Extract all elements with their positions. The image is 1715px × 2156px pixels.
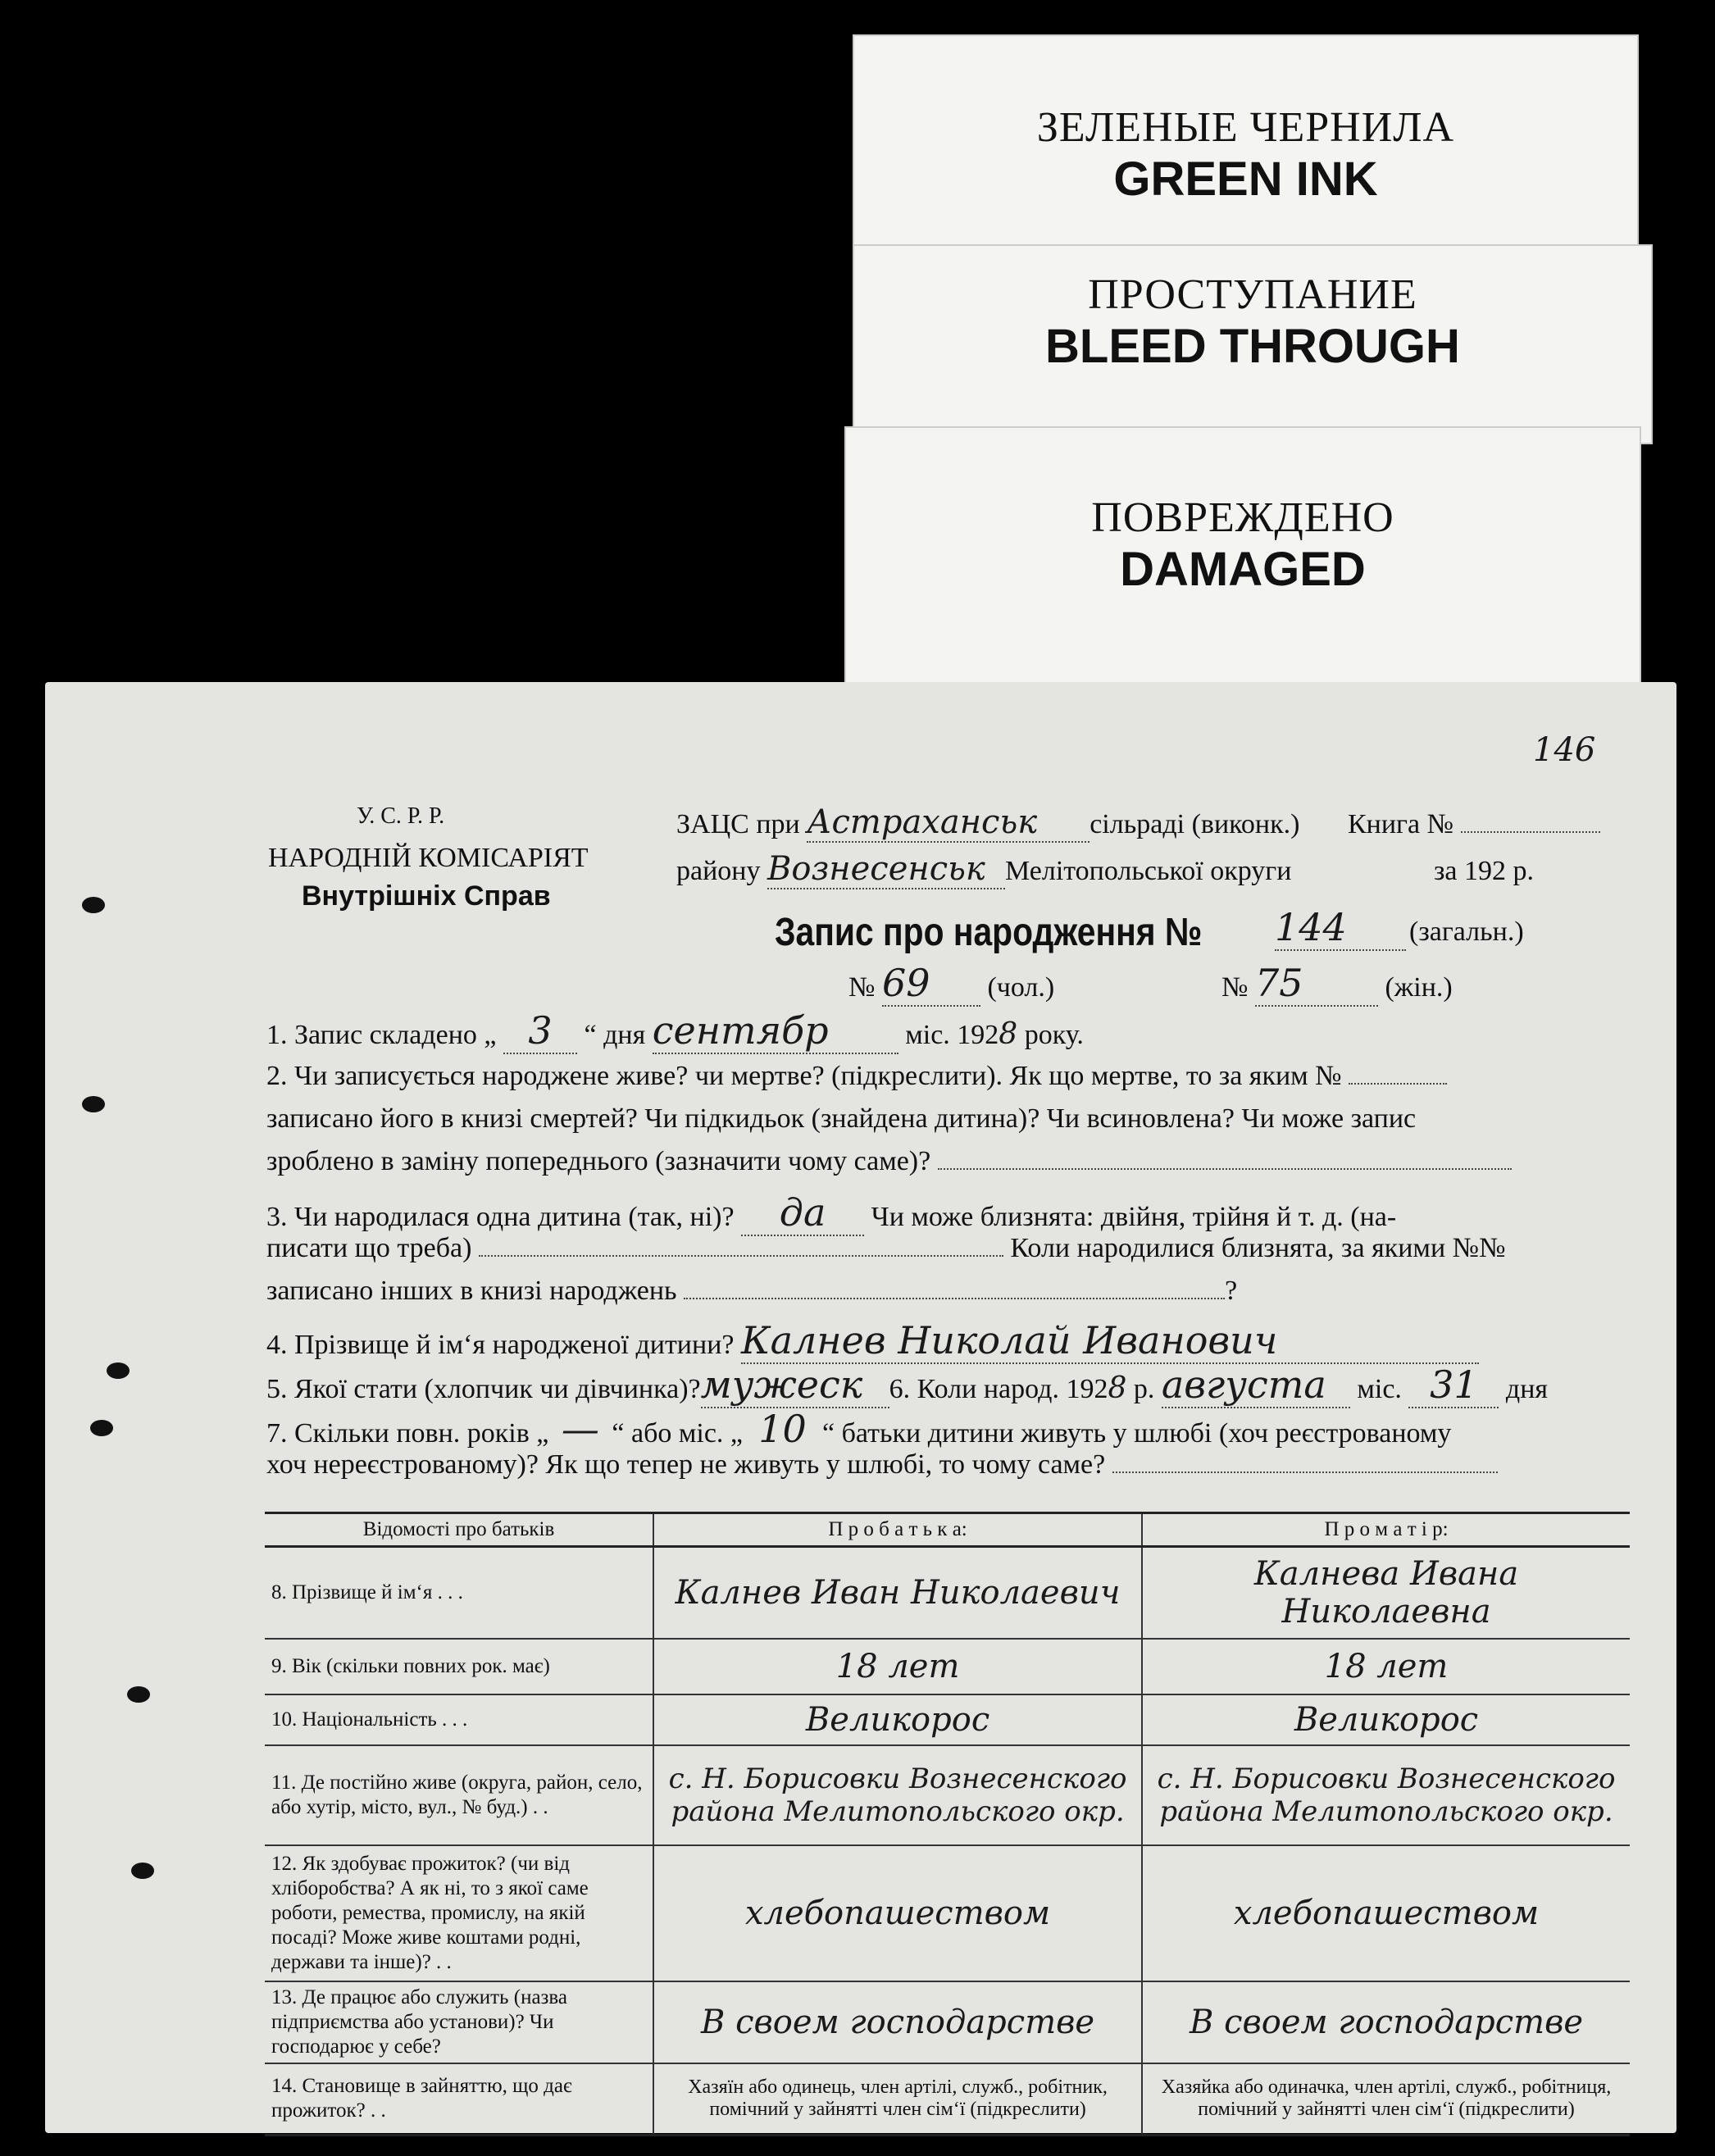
label-ru: ПОВРЕЖДЕНО (1091, 494, 1394, 541)
text: міс. (1357, 1374, 1402, 1404)
female-number-line (1221, 961, 1453, 1007)
district-line (676, 850, 1534, 889)
text: “ або міс. „ (612, 1418, 744, 1449)
record-number: 144 (1275, 905, 1406, 951)
table-row (265, 2063, 1630, 2136)
child-name: Калнев Николай Иванович (741, 1318, 1479, 1364)
no-label: № (1221, 972, 1249, 1003)
label-ru: ЗЕЛЕНЫЕ ЧЕРНИЛА (1036, 104, 1455, 151)
record-title (775, 910, 1277, 955)
one-child-answer: да (741, 1190, 864, 1236)
father-value: 18 лет (653, 1639, 1142, 1694)
line-3c (266, 1233, 1615, 1264)
book-label: Книга № (1347, 809, 1454, 839)
marriage-years: — (561, 1407, 599, 1451)
line-2c (266, 1146, 1615, 1177)
text: хоч нереєстрованому)? Як що тепер не живуть у шлюбі, то чому саме? (266, 1449, 1106, 1480)
table-head-father: П р о б а т ь к а: (653, 1513, 1142, 1547)
table-row (265, 1745, 1630, 1845)
father-value: Великорос (653, 1694, 1142, 1745)
line-3d: записано інших в книзі народжень ? (266, 1276, 1238, 1306)
text: писати що треба) (266, 1233, 472, 1263)
zags-prefix: ЗАЦС при (676, 809, 800, 839)
no-label: № (848, 972, 876, 1003)
row-label: 9. Вік (скільки повних рок. має) (265, 1639, 653, 1694)
republic-label: У. С. Р. Р. (357, 803, 445, 829)
row-label: 10. Національність . . . (265, 1694, 653, 1745)
commissariat-label: НАРОДНІЙ КОМІСАРІЯТ (268, 843, 589, 873)
title-number-line (1275, 905, 1524, 951)
line-5 (266, 1362, 1615, 1408)
father-value: Хазяїн або одинець, член артілі, служб., робітник, помічний у зайнятті член сім‘ї (підкреслити) (653, 2063, 1142, 2136)
line-7 (266, 1407, 1615, 1451)
mother-value: Великорос (1142, 1694, 1630, 1745)
line-3 (266, 1190, 1615, 1236)
row-label: 11. Де постійно живе (округа, район, село, або хутір, місто, вул., № буд.) . . (265, 1745, 653, 1845)
year-label: за 192 р. (1433, 856, 1534, 886)
record-day: 3 (503, 1008, 577, 1054)
text: записано інших в книзі народжень (266, 1276, 677, 1306)
row-label: 13. Де працює або служить (назва підприємства або установи)? Чи господарює у себе? (265, 1981, 653, 2063)
table-row (265, 1547, 1630, 1639)
row-label: 8. Прізвище й ім‘я . . . (265, 1547, 653, 1639)
zags-name: Астраханськ (807, 803, 1090, 843)
district-name: Вознесенськ (767, 850, 1005, 889)
marriage-months: 10 (758, 1407, 807, 1451)
zags-suffix: сільраді (виконк.) (1090, 809, 1300, 839)
mother-value: Хазяйка або одиначка, член артілі, служб., робітниця, помічний у зайнятті член сім‘ї (підкреслити) (1142, 2063, 1630, 2136)
table-head-info: Відомості про батьків (265, 1513, 653, 1547)
line-4 (266, 1318, 1615, 1364)
row-label: 12. Як здобуває прожиток? (чи від хліборобства? А як ні, то з якої саме роботи, ремества, промислу, на якій посаді? Може живе коштами родні, держави та інше)? . . (265, 1845, 653, 1981)
text: “ дня (584, 1020, 646, 1050)
text: 5. Якої стати (хлопчик чи дівчинка)? (266, 1374, 701, 1404)
title-text: Запис про народження № (775, 911, 1203, 954)
line-1 (266, 1008, 1615, 1054)
label-en: GREEN INK (1113, 152, 1378, 206)
text: міс. 192 (905, 1020, 999, 1050)
table-header-row (265, 1513, 1630, 1547)
father-value: с. Н. Борисовки Вознесенского района Мелитопольского окр. (653, 1745, 1142, 1845)
record-month: сентябр (653, 1008, 898, 1054)
zags-line (676, 803, 1600, 843)
father-value: В своем господарстве (653, 1981, 1142, 2063)
father-value: Калнев Иван Николаевич (653, 1547, 1142, 1639)
text: 3. Чи народилася одна дитина (так, ні)? (266, 1202, 735, 1232)
mother-value: хлебопашеством (1142, 1845, 1630, 1981)
text: 2. Чи записується народжене живе? чи мертве? (підкреслити). Як що мертве, то за яким № (266, 1061, 1342, 1091)
district-suffix: Мелітопольської округи (1004, 856, 1292, 886)
page-number: 146 (1533, 731, 1596, 769)
table-head-mother: П р о м а т і р: (1142, 1513, 1630, 1547)
text: дня (1505, 1374, 1549, 1404)
department-label: Внутрішніх Справ (302, 880, 551, 912)
father-value: хлебопашеством (653, 1845, 1142, 1981)
male-suffix: (чол.) (987, 972, 1055, 1003)
mother-value: с. Н. Борисовки Вознесенского района Мелитопольского окр. (1142, 1745, 1630, 1845)
record-year: 8 (999, 1017, 1018, 1051)
table-row (265, 1639, 1630, 1694)
line-2 (266, 1061, 1615, 1092)
bleed-through-label (853, 244, 1653, 444)
birth-day: 31 (1408, 1362, 1499, 1408)
mother-value: Калнева Ивана Николаевна (1142, 1547, 1630, 1639)
table-row (265, 1981, 1630, 2063)
mother-value: 18 лет (1142, 1639, 1630, 1694)
text: 4. Прізвище й ім‘я народженої дитини? (266, 1330, 735, 1360)
female-suffix: (жін.) (1385, 972, 1453, 1003)
row-label: 14. Становище в зайняттю, що дає прожиток? . . (265, 2063, 653, 2136)
birth-record-sheet (45, 682, 1676, 2133)
text: “ батьки дитини живуть у шлюбі (хоч реєстрованому (822, 1418, 1452, 1449)
text: Чи може близнята: двійня, трійня й т. д. (на- (871, 1202, 1397, 1232)
label-en: DAMAGED (1120, 543, 1366, 596)
text: Коли народилися близнята, за якими №№ (1010, 1233, 1506, 1263)
district-prefix: району (676, 856, 761, 886)
female-number: 75 (1255, 961, 1378, 1007)
line-7d (266, 1449, 1615, 1481)
text: 7. Скільки повн. років „ (266, 1418, 549, 1449)
text: р. (1133, 1374, 1155, 1404)
line-2b: записано його в книзі смертей? Чи підкидьок (знайдена дитина)? Чи всиновлена? Чи може запис (266, 1103, 1417, 1134)
table-row (265, 1845, 1630, 1981)
birth-year: 8 (1108, 1371, 1127, 1405)
damaged-label (844, 426, 1641, 685)
table-row (265, 1694, 1630, 1745)
child-sex: мужеск (701, 1362, 889, 1408)
male-number: 69 (882, 961, 980, 1007)
text: 1. Запис складено „ (266, 1020, 497, 1050)
birth-month: августа (1162, 1362, 1350, 1408)
text: 6. Коли народ. 192 (889, 1374, 1108, 1404)
parents-table (265, 1512, 1630, 2136)
label-ru: ПРОСТУПАНИЕ (1088, 271, 1417, 318)
text: зроблено в заміну попереднього (зазначити чому саме)? (266, 1146, 931, 1176)
male-number-line (848, 961, 1054, 1007)
general-label: (загальн.) (1409, 917, 1524, 947)
mother-value: В своем господарстве (1142, 1981, 1630, 2063)
label-en: BLEED THROUGH (1045, 320, 1460, 373)
text: року. (1024, 1020, 1084, 1050)
